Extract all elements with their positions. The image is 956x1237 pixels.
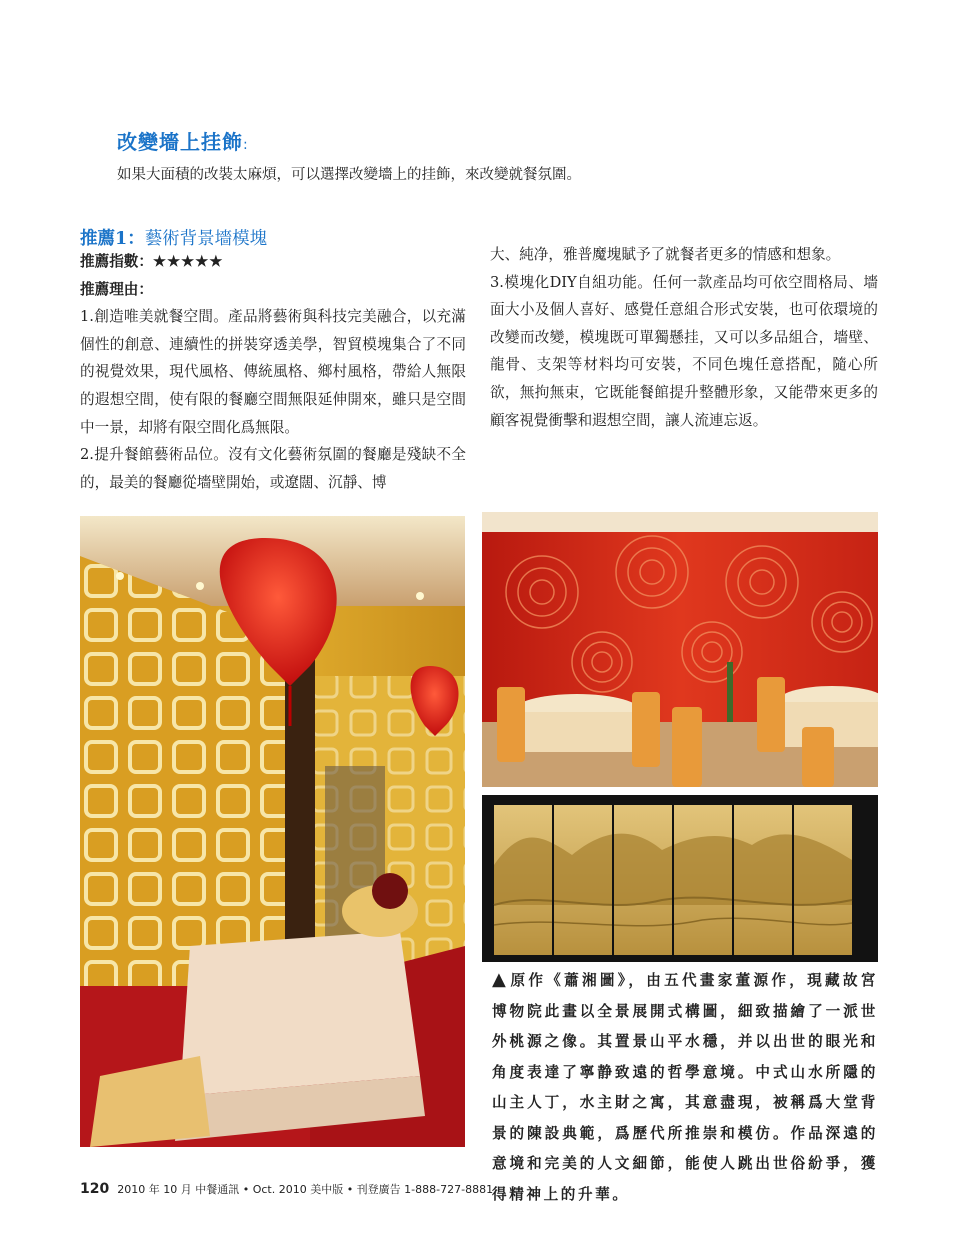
caption-text: 原作《蕭湘圖》，由五代畫家董源作，現藏故宮博物院此畫以全景展開式構圖，細致描繪了一派世外桃源之像。其置景山平水穩，并以出世的眼光和角度表達了寧静致遠的哲學意境。中式山水所隱的山主人丁，水主財之寓，其意盡現，被稱爲大堂背景的陳設典範，爲歷代所推崇和模仿。作品深遠的意境和完美的人文細節，能使人跳出世俗紛爭，獲得精神上的升華。	[492, 972, 878, 1203]
recommendation-colon: ：	[127, 229, 145, 249]
page-number: 120	[80, 1181, 110, 1197]
red-wall-banquet-photo	[482, 512, 878, 787]
restaurant-yellow-wall-photo	[80, 516, 465, 1147]
recommendation-title	[80, 225, 267, 250]
rating-label: 推薦指數：	[80, 253, 153, 270]
reason-label: 推薦理由：	[80, 280, 153, 298]
rating-line	[80, 248, 466, 276]
recommendation-label: 推薦1	[80, 229, 128, 249]
body-paragraph-1: 1.創造唯美就餐空間。產品將藝術與科技完美融合，以充滿個性的創意、連續性的拼裝穿透美學，智貿模塊集合了不同的視覺效果，現代風格、傳統風格、鄉村風格，帶給人無限的遐想空間，使有限的餐廳空間無限延伸開來，雖只是空間中一景，却將有限空間化爲無限。	[80, 308, 466, 436]
body-column-right	[490, 241, 878, 434]
section-intro: 如果大面積的改裝太麻煩，可以選擇改變墻上的挂飾，來改變就餐氛圍。	[117, 167, 581, 183]
section-title-text: 改變墻上挂飾	[117, 130, 243, 154]
body-paragraph-3: 3.模塊化DIY自組功能。任何一款產品均可依空間格局、墻面大小及個人喜好、感覺任意組合形式安裝，也可依環境的改變而改變，模塊既可單獨懸挂，又可以多品組合，墻壁、龍骨、支架等材料均可安裝，不同色塊任意搭配，隨心所欲，無拘無束，它既能餐館提升整體形象，又能帶來更多的顧客視覺衝擊和遐想空間，讓人流連忘返。	[490, 273, 878, 429]
golden-landscape-screen-photo	[482, 795, 878, 962]
page-footer	[80, 1181, 493, 1197]
recommendation-name: 藝術背景墻模塊	[144, 229, 268, 249]
footer-text: 2010 年 10 月 中餐通訊 • Oct. 2010 美中版 • 刊登廣告 1-888-727-8881	[117, 1183, 494, 1196]
body-paragraph-2: 2.提升餐館藝術品位。沒有文化藝術氛圍的餐廳是殘缺不全的，最美的餐廳從墻壁開始，或遼闊、沉靜、博	[80, 446, 466, 491]
rating-stars: ★★★★★	[152, 253, 224, 270]
photo-caption	[492, 965, 878, 1210]
section-title-colon: :	[243, 137, 249, 153]
body-paragraph-2-cont: 大、純净，雅普魔塊賦予了就餐者更多的情感和想象。	[490, 246, 841, 263]
restaurant-yellow-wall-illustration	[80, 516, 465, 1147]
body-column-left	[80, 248, 466, 496]
golden-landscape-screen-illustration	[482, 795, 878, 962]
caption-triangle-icon: ▲	[492, 969, 511, 990]
red-wall-banquet-illustration	[482, 512, 878, 787]
section-title	[117, 126, 249, 155]
